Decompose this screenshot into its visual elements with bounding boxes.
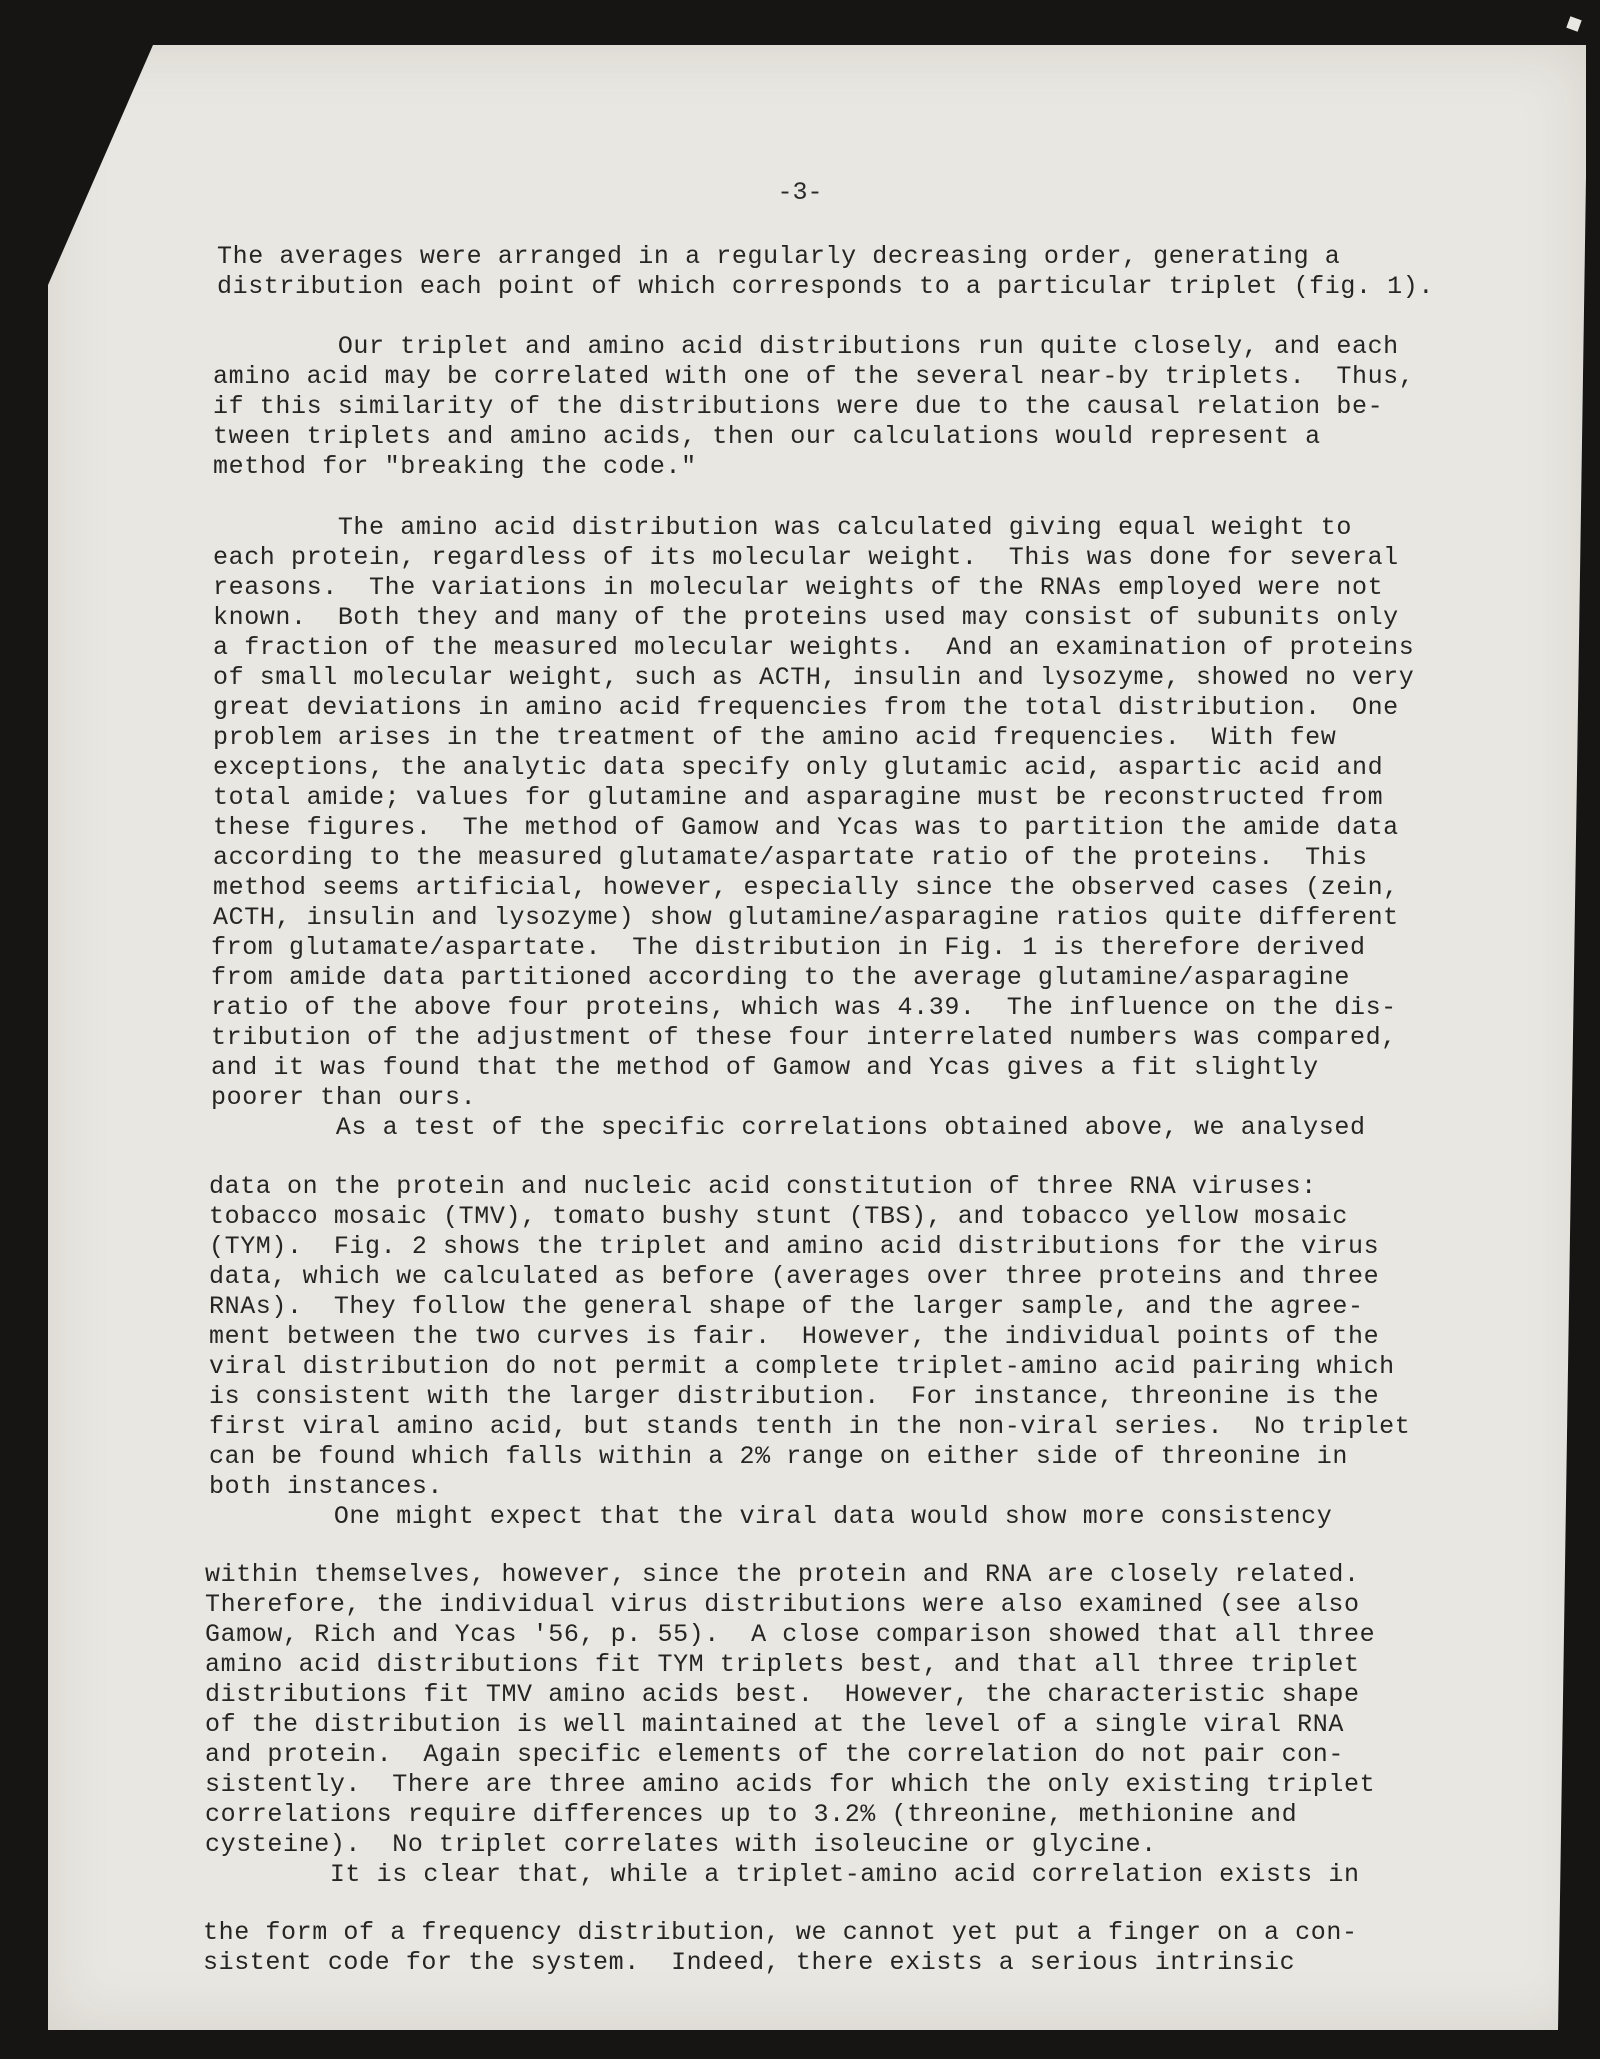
text-line: correlations require differences up to 3.2% (threonine, methionine and: [205, 1800, 1298, 1829]
text-line: of small molecular weight, such as ACTH, insulin and lysozyme, showed no very: [213, 663, 1415, 692]
text-line: tween triplets and amino acids, then our calculations would represent a: [213, 422, 1321, 451]
page-number: -3-: [777, 178, 823, 207]
text-line: ratio of the above four proteins, which was 4.39. The influence on the dis-: [211, 993, 1397, 1022]
text-line: As a test of the specific correlations obtained above, we analysed: [211, 1113, 1366, 1142]
text-line: from glutamate/aspartate. The distribution in Fig. 1 is therefore derived: [211, 933, 1366, 962]
text-line: exceptions, the analytic data specify only glutamic acid, aspartic acid and: [213, 753, 1384, 782]
text-line: total amide; values for glutamine and asparagine must be reconstructed from: [213, 783, 1384, 812]
text-line: Gamow, Rich and Ycas '56, p. 55). A close comparison showed that all three: [205, 1620, 1376, 1649]
text-line: The amino acid distribution was calculated giving equal weight to: [213, 513, 1352, 542]
text-line: tribution of the adjustment of these four interrelated numbers was compared,: [211, 1023, 1397, 1052]
text-line: known. Both they and many of the proteins used may consist of subunits only: [213, 603, 1399, 632]
text-line: tobacco mosaic (TMV), tomato bushy stunt (TBS), and tobacco yellow mosaic: [209, 1202, 1348, 1231]
text-line: (TYM). Fig. 2 shows the triplet and amino acid distributions for the virus: [209, 1232, 1380, 1261]
text-line: cysteine). No triplet correlates with isoleucine or glycine.: [205, 1830, 1157, 1859]
text-line: amino acid may be correlated with one of the several near-by triplets. Thus,: [213, 362, 1415, 391]
text-line: both instances.: [209, 1472, 444, 1501]
text-line: distributions fit TMV amino acids best. However, the characteristic shape: [205, 1680, 1360, 1709]
text-line: viral distribution do not permit a complete triplet-amino acid pairing which: [209, 1352, 1395, 1381]
text-line: method for "breaking the code.": [213, 452, 697, 481]
text-line: a fraction of the measured molecular weights. And an examination of proteins: [213, 633, 1415, 662]
text-line: RNAs). They follow the general shape of the larger sample, and the agree-: [209, 1292, 1364, 1321]
text-line: Our triplet and amino acid distributions run quite closely, and each: [213, 332, 1399, 361]
text-line: sistently. There are three amino acids for which the only existing triplet: [205, 1770, 1376, 1799]
text-line: the form of a frequency distribution, we cannot yet put a finger on a con-: [203, 1918, 1358, 1947]
text-line: problem arises in the treatment of the amino acid frequencies. With few: [213, 723, 1337, 752]
text-line: can be found which falls within a 2% range on either side of threonine in: [209, 1442, 1348, 1471]
text-line: reasons. The variations in molecular weights of the RNAs employed were not: [213, 573, 1384, 602]
text-line: great deviations in amino acid frequencies from the total distribution. One: [213, 693, 1399, 722]
text-line: and protein. Again specific elements of the correlation do not pair con-: [205, 1740, 1344, 1769]
text-line: first viral amino acid, but stands tenth in the non-viral series. No triplet: [209, 1412, 1411, 1441]
text-line: data, which we calculated as before (averages over three proteins and three: [209, 1262, 1380, 1291]
text-line: One might expect that the viral data would show more consistency: [209, 1502, 1333, 1531]
text-line: of the distribution is well maintained at the level of a single viral RNA: [205, 1710, 1344, 1739]
text-line: according to the measured glutamate/aspartate ratio of the proteins. This: [213, 843, 1368, 872]
text-line: within themselves, however, since the protein and RNA are closely related.: [205, 1560, 1360, 1589]
text-line: if this similarity of the distributions were due to the causal relation be-: [213, 392, 1384, 421]
text-line: data on the protein and nucleic acid constitution of three RNA viruses:: [209, 1172, 1317, 1201]
text-line: ment between the two curves is fair. However, the individual points of the: [209, 1322, 1380, 1351]
text-line: is consistent with the larger distribution. For instance, threonine is the: [209, 1382, 1380, 1411]
paper-corner-tab: [1566, 16, 1581, 31]
text-line: these figures. The method of Gamow and Ycas was to partition the amide data: [213, 813, 1399, 842]
text-line: It is clear that, while a triplet-amino acid correlation exists in: [205, 1860, 1360, 1889]
text-line: each protein, regardless of its molecular weight. This was done for several: [213, 543, 1399, 572]
text-line: The averages were arranged in a regularly decreasing order, generating a: [217, 242, 1341, 271]
text-line: poorer than ours.: [211, 1083, 477, 1112]
text-line: distribution each point of which corresponds to a particular triplet (fig. 1).: [217, 272, 1434, 301]
text-line: and it was found that the method of Gamow and Ycas gives a fit slightly: [211, 1053, 1319, 1082]
text-line: amino acid distributions fit TYM triplets best, and that all three triplet: [205, 1650, 1360, 1679]
text-line: sistent code for the system. Indeed, there exists a serious intrinsic: [203, 1948, 1296, 1977]
text-line: Therefore, the individual virus distributions were also examined (see also: [205, 1590, 1360, 1619]
text-line: ACTH, insulin and lysozyme) show glutamine/asparagine ratios quite different: [213, 903, 1399, 932]
text-line: from amide data partitioned according to the average glutamine/asparagine: [211, 963, 1350, 992]
text-line: method seems artificial, however, especially since the observed cases (zein,: [213, 873, 1399, 902]
